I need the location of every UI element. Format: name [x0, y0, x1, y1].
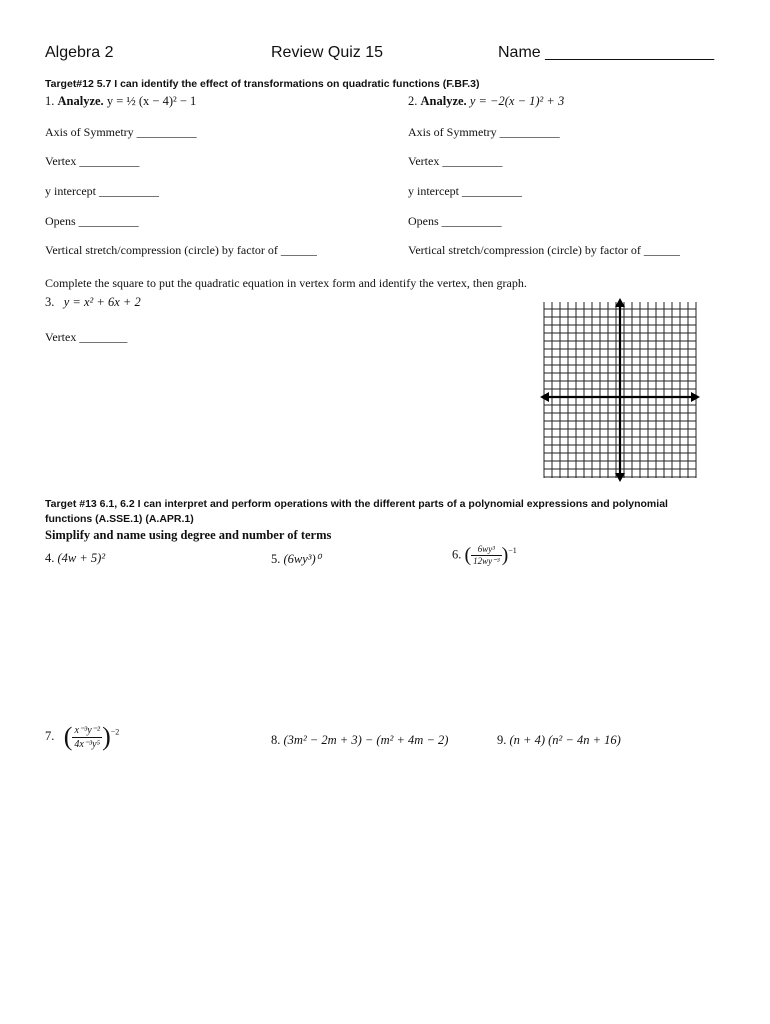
- q1-equation: y = ½ (x − 4)² − 1: [106, 94, 197, 108]
- quiz-title: Review Quiz 15: [271, 44, 384, 61]
- q7-number: 7.: [45, 728, 55, 743]
- q6-numerator: 6wy³: [471, 544, 501, 556]
- q1-stretch-field: Vertical stretch/compression (circle) by factor of ______: [45, 243, 317, 257]
- q4-expression: (4w + 5)²: [57, 551, 106, 565]
- course-title: Algebra 2: [45, 44, 114, 61]
- q2-stretch-field: Vertical stretch/compression (circle) by factor of ______: [408, 243, 680, 257]
- q2-axis-field: Axis of Symmetry __________: [408, 125, 560, 139]
- target13-heading-line1: Target #13 6.1, 6.2 I can interpret and perform operations with the different parts of a polynomial expressions and polynomial: [45, 498, 668, 510]
- q1-y-intercept-field: y intercept __________: [45, 184, 159, 198]
- q7-numerator: x⁻³y⁻²: [72, 724, 102, 738]
- q6: 6. ( $\frac{\text{6wy³}}{\text{12wy⁻³}}$ )$^{-1}$: [452, 544, 517, 566]
- q1-axis-field: Axis of Symmetry __________: [45, 125, 197, 139]
- q2-number: 2.: [408, 94, 418, 108]
- q1-prompt: [45, 94, 196, 109]
- q3-number: 3.: [45, 295, 55, 309]
- q6-number: 6.: [452, 547, 462, 562]
- q6-denominator: 12wy⁻³: [473, 556, 500, 566]
- q1-opens-field: Opens __________: [45, 214, 139, 228]
- q7: 7. ( $\frac{\text{x⁻³y⁻²}}{\text{4x⁻³y⁵}}$ )$^{-2}$: [45, 722, 120, 751]
- q5-expression: (6wy³)⁰: [283, 552, 321, 566]
- name-field: Name ___________________: [498, 44, 715, 61]
- q3-vertex-field: Vertex ________: [45, 330, 128, 344]
- q3-prompt: [45, 295, 141, 310]
- q1-number: 1.: [45, 94, 55, 108]
- q8: [271, 733, 448, 748]
- q9: [497, 733, 621, 748]
- simplify-instruction: Simplify and name using degree and number of terms: [45, 528, 332, 542]
- q1-vertex-field: Vertex __________: [45, 154, 140, 168]
- complete-square-instruction: Complete the square to put the quadratic equation in vertex form and identify the vertex, then graph.: [45, 276, 527, 290]
- q8-number: 8.: [271, 733, 281, 747]
- q2-opens-field: Opens __________: [408, 214, 502, 228]
- q5: [271, 551, 321, 567]
- q8-expression: (3m² − 2m + 3) − (m² + 4m − 2): [283, 733, 449, 747]
- q7-denominator: 4x⁻³y⁵: [74, 738, 101, 750]
- q2-prompt: [408, 94, 564, 109]
- q6-exponent: −1: [508, 546, 517, 556]
- q6-fraction: [471, 544, 501, 567]
- q2-vertex-field: Vertex __________: [408, 154, 503, 168]
- target12-heading: Target#12 5.7 I can identify the effect of transformations on quadratic functions (F.BF.3): [45, 78, 480, 90]
- q2-label: Analyze.: [420, 94, 467, 108]
- q7-fraction: [72, 724, 102, 751]
- q4: [45, 551, 105, 566]
- q2-equation: y = −2(x − 1)² + 3: [469, 94, 565, 108]
- q7-exponent: −2: [110, 727, 120, 737]
- q5-number: 5.: [271, 552, 281, 566]
- q3-equation: y = x² + 6x + 2: [63, 295, 141, 309]
- target13-heading-line2: functions (A.SSE.1) (A.APR.1): [45, 513, 194, 525]
- q9-expression: (n + 4) (n² − 4n + 16): [509, 733, 621, 747]
- q2-y-intercept-field: y intercept __________: [408, 184, 522, 198]
- q9-number: 9.: [497, 733, 507, 747]
- coordinate-grid: [540, 298, 700, 482]
- q4-number: 4.: [45, 551, 55, 565]
- q1-label: Analyze.: [57, 94, 104, 108]
